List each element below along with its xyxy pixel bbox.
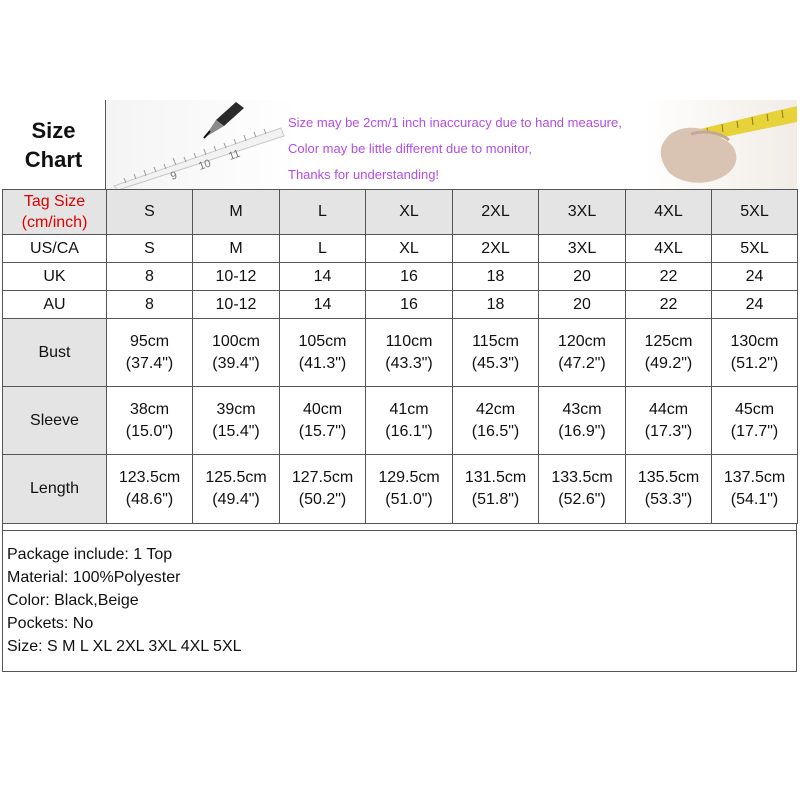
table-row-uk (3, 263, 798, 291)
measure-inch: (48.6") (125, 491, 174, 508)
size-cell: 20 (539, 291, 626, 319)
row-label-au: AU (3, 291, 107, 319)
measure-cell (366, 455, 453, 524)
measure-cell (107, 455, 193, 524)
size-chart-title (2, 100, 106, 190)
size-cell: 5XL (712, 235, 798, 263)
size-cell: 8 (107, 263, 193, 291)
measure-inch: (45.3") (471, 354, 520, 372)
measure-inch: (15.0") (125, 422, 174, 440)
row-label-length: Length (3, 455, 107, 524)
size-cell: 18 (453, 263, 539, 291)
measure-cell (366, 387, 453, 455)
size-cell: 18 (453, 291, 539, 319)
ruler-number-11: 11 (227, 147, 242, 163)
measure-cell (453, 455, 539, 524)
tag-size-cell: M (193, 190, 280, 235)
measure-cm: 125.5cm (205, 469, 267, 486)
pencil-ruler-illustration (106, 100, 286, 190)
size-cell: 4XL (626, 235, 712, 263)
measure-inch: (54.1") (730, 491, 779, 508)
measure-cell (453, 387, 539, 455)
size-cell: S (107, 235, 193, 263)
measure-inch: (16.9") (558, 422, 606, 440)
table-row-sleeve (3, 387, 798, 455)
row-label-sleeve: Sleeve (3, 387, 107, 455)
measure-cm: 105cm (298, 332, 347, 350)
measure-inch: (49.2") (644, 354, 693, 372)
table-row-length (3, 455, 798, 524)
size-cell: 10-12 (193, 263, 280, 291)
measure-cm: 133.5cm (551, 469, 613, 486)
measure-cell (193, 319, 280, 387)
measure-cm: 129.5cm (378, 469, 440, 486)
measure-cell (193, 387, 280, 455)
measure-cm: 41cm (389, 400, 429, 418)
measure-inch: (15.7") (298, 422, 347, 440)
table-row-au (3, 291, 798, 319)
row-label-bust: Bust (3, 319, 107, 387)
size-cell: 24 (712, 291, 798, 319)
hand-icon (661, 128, 737, 183)
measure-inch: (15.4") (212, 422, 260, 440)
title-line-2: Chart (24, 146, 83, 172)
measure-cell (712, 319, 798, 387)
measure-cell (539, 387, 626, 455)
tag-size-header (3, 190, 107, 235)
size-cell: 24 (712, 263, 798, 291)
measure-inch: (51.0") (385, 491, 433, 508)
measure-cm: 127.5cm (291, 469, 354, 486)
measure-cell (366, 319, 453, 387)
tag-size-cell: XL (366, 190, 453, 235)
measure-inch: (41.3") (298, 354, 347, 372)
ruler-icon (114, 128, 284, 190)
measure-cm: 100cm (211, 332, 261, 350)
table-row-bust (3, 319, 798, 387)
size-cell: 10-12 (193, 291, 280, 319)
size-cell: 8 (107, 291, 193, 319)
tag-size-cell: 2XL (453, 190, 539, 235)
measure-cell (280, 319, 366, 387)
note-measure-accuracy: Size may be 2cm/1 inch inaccuracy due to hand measure, (288, 115, 622, 130)
measure-cm: 44cm (648, 400, 689, 418)
tag-size-cell: 3XL (539, 190, 626, 235)
measure-cm: 123.5cm (118, 469, 181, 486)
measure-cm: 130cm (730, 332, 779, 350)
measurement-banner (106, 100, 797, 190)
info-pockets: Pockets: No (7, 615, 94, 632)
measure-cm: 125cm (644, 332, 693, 350)
pencil-icon (204, 102, 244, 138)
size-cell: 14 (280, 263, 366, 291)
measure-inch: (37.4") (125, 354, 174, 372)
note-color-difference: Color may be little different due to monitor, (288, 141, 532, 156)
tag-size-unit: (cm/inch) (21, 214, 88, 231)
measure-cm: 95cm (129, 332, 170, 350)
size-cell: 22 (626, 263, 712, 291)
measure-cell (539, 319, 626, 387)
measure-inch: (16.5") (471, 422, 520, 440)
measure-cell (712, 455, 798, 524)
measure-cm: 120cm (557, 332, 607, 350)
size-cell: M (193, 235, 280, 263)
row-label-uk: UK (3, 263, 107, 291)
measure-inch: (17.3") (644, 422, 693, 440)
tag-size-cell: S (107, 190, 193, 235)
measure-cell (453, 319, 539, 387)
ruler-number-9: 9 (169, 169, 179, 183)
info-sizes: Size: S M L XL 2XL 3XL 4XL 5XL (7, 638, 242, 655)
measure-cm: 38cm (129, 400, 170, 418)
tag-size-row (3, 190, 798, 235)
measure-inch: (47.2") (558, 354, 606, 372)
product-info-box (2, 530, 797, 672)
measure-cm: 137.5cm (723, 469, 786, 486)
row-label-us-ca: US/CA (3, 235, 107, 263)
size-table (2, 189, 798, 524)
measure-cell (280, 455, 366, 524)
info-package: Package include: 1 Top (7, 546, 173, 563)
tag-size-cell: 5XL (712, 190, 798, 235)
size-cell: 16 (366, 263, 453, 291)
measure-inch: (16.1") (385, 422, 433, 440)
measure-inch: (51.2") (730, 354, 779, 372)
measure-cell (626, 455, 712, 524)
size-cell: XL (366, 235, 453, 263)
measure-cell (107, 319, 193, 387)
measure-cell (626, 319, 712, 387)
measure-cm: 42cm (475, 400, 516, 418)
measure-cell (539, 455, 626, 524)
measure-inch: (50.2") (298, 491, 347, 508)
measure-cell (193, 455, 280, 524)
measure-cm: 40cm (302, 400, 343, 418)
measure-cm: 131.5cm (464, 469, 527, 486)
note-thanks: Thanks for understanding! (288, 167, 440, 182)
measure-cell (107, 387, 193, 455)
size-cell: L (280, 235, 366, 263)
tag-size-cell: 4XL (626, 190, 712, 235)
tag-size-cell: L (280, 190, 366, 235)
size-cell: 22 (626, 291, 712, 319)
measure-cell (626, 387, 712, 455)
size-cell: 20 (539, 263, 626, 291)
size-cell: 3XL (539, 235, 626, 263)
ruler-number-10: 10 (197, 157, 213, 173)
measure-cm: 135.5cm (637, 469, 700, 486)
tape-measure-hand-illustration (647, 100, 797, 190)
measure-cm: 115cm (472, 332, 519, 350)
measure-inch: (17.7") (730, 422, 779, 440)
measure-inch: (39.4") (212, 354, 260, 372)
measure-cm: 43cm (562, 400, 602, 418)
measure-cm: 39cm (216, 400, 256, 418)
info-color: Color: Black,Beige (7, 592, 139, 609)
size-cell: 16 (366, 291, 453, 319)
info-material: Material: 100%Polyester (7, 569, 181, 586)
measure-cm: 45cm (734, 400, 775, 418)
measure-cell (712, 387, 798, 455)
measure-cell (280, 387, 366, 455)
tag-size-label: Tag Size (23, 193, 86, 210)
title-line-1: Size (31, 117, 76, 143)
measure-inch: (53.3") (644, 491, 693, 508)
measure-inch: (49.4") (212, 491, 260, 508)
measure-inch: (52.6") (558, 491, 606, 508)
table-row-us-ca (3, 235, 798, 263)
measure-inch: (51.8") (471, 491, 520, 508)
size-cell: 2XL (453, 235, 539, 263)
measure-inch: (43.3") (385, 354, 433, 372)
size-cell: 14 (280, 291, 366, 319)
measure-cm: 110cm (385, 332, 433, 350)
